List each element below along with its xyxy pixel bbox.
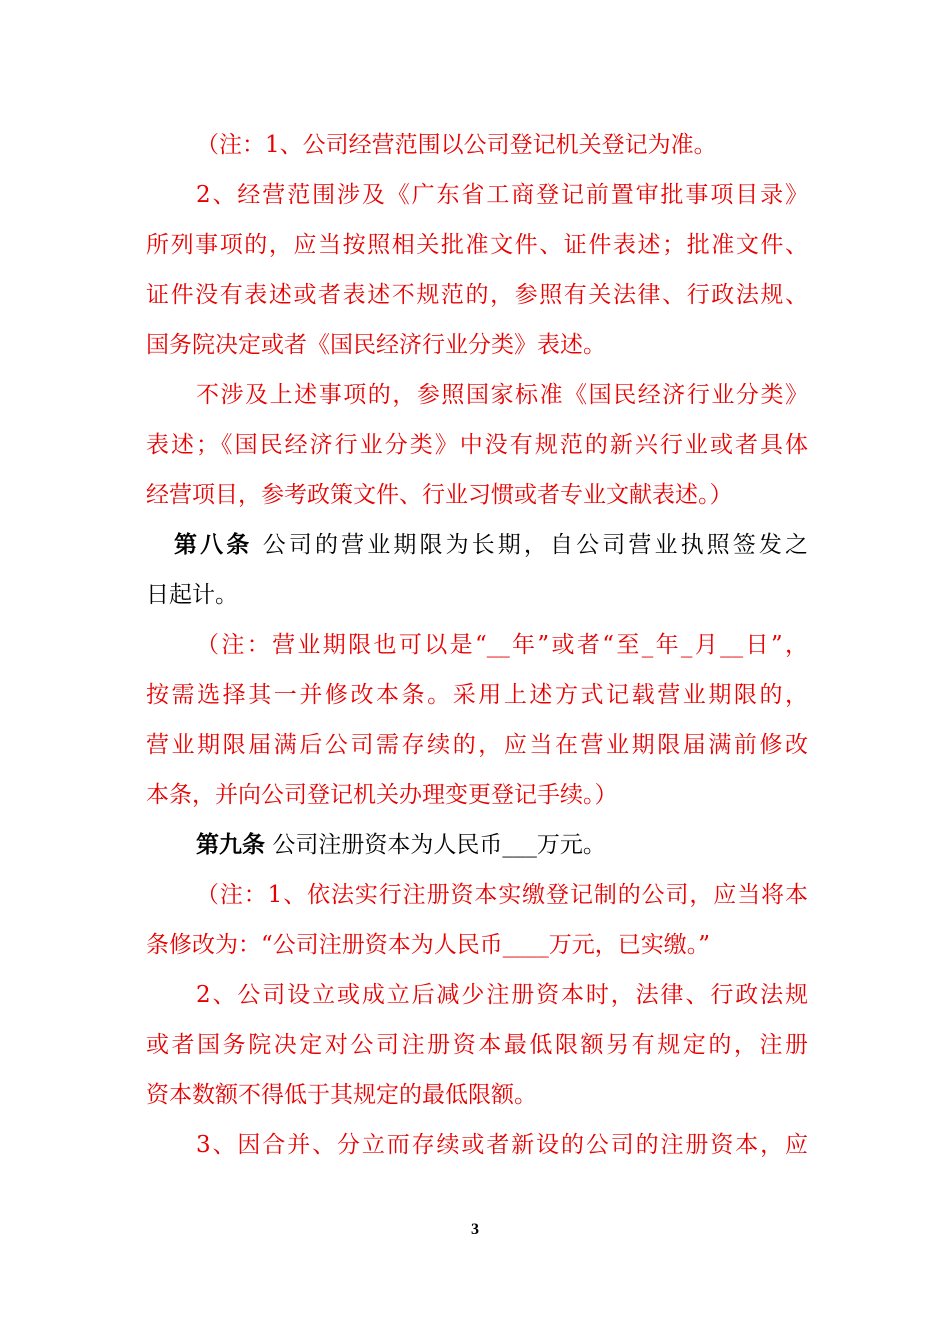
article-8-line: 日起计。 — [146, 582, 238, 608]
note-paragraph-line: 不涉及上述事项的，参照国家标准《国民经济行业分类》 — [196, 382, 808, 408]
note-paragraph-line: 或者国务院决定对公司注册资本最低限额另有规定的，注册 — [146, 1032, 808, 1058]
note-paragraph-line: 2、公司设立或成立后减少注册资本时，法律、行政法规 — [196, 982, 808, 1008]
note-paragraph-line: 表述；《国民经济行业分类》中没有规范的新兴行业或者具体 — [146, 432, 808, 458]
page-number: 3 — [471, 1221, 479, 1238]
note-paragraph-line: 2、经营范围涉及《广东省工商登记前置审批事项目录》 — [196, 182, 808, 208]
note-paragraph-line: 营业期限届满后公司需存续的，应当在营业期限届满前修改 — [146, 732, 808, 758]
article-9-line: 第九条 公司注册资本为人民币___万元。 — [196, 831, 606, 858]
note-paragraph-line: 条修改为：“公司注册资本为人民币____万元，已实缴。” — [146, 932, 711, 958]
note-paragraph-line: 所列事项的，应当按照相关批准文件、证件表述；批准文件、 — [146, 232, 808, 258]
note-paragraph-line: （注：1、依法实行注册资本实缴登记制的公司，应当将本 — [196, 882, 808, 908]
article-heading: 第八条 — [174, 531, 253, 558]
article-heading: 第九条 — [196, 831, 265, 858]
note-paragraph-line: 按需选择其一并修改本条。采用上述方式记载营业期限的， — [146, 682, 808, 708]
note-paragraph-line: 国务院决定或者《国民经济行业分类》表述。 — [146, 332, 606, 358]
note-paragraph-line: 证件没有表述或者表述不规范的，参照有关法律、行政法规、 — [146, 282, 808, 308]
article-8-line: 第八条 公司的营业期限为长期，自公司营业执照签发之 — [174, 531, 808, 558]
note-paragraph-line: 经营项目，参考政策文件、行业习惯或者专业文献表述。） — [146, 482, 733, 508]
note-paragraph-line: （注：营业期限也可以是“__年”或者“至_年_月__日”， — [196, 632, 808, 658]
note-paragraph-line: 资本数额不得低于其规定的最低限额。 — [146, 1082, 537, 1108]
note-paragraph-line: 3、因合并、分立而存续或者新设的公司的注册资本，应 — [196, 1132, 808, 1158]
note-paragraph-line: 本条，并向公司登记机关办理变更登记手续。） — [146, 782, 618, 808]
note-paragraph-line: （注：1、公司经营范围以公司登记机关登记为准。 — [196, 132, 717, 158]
